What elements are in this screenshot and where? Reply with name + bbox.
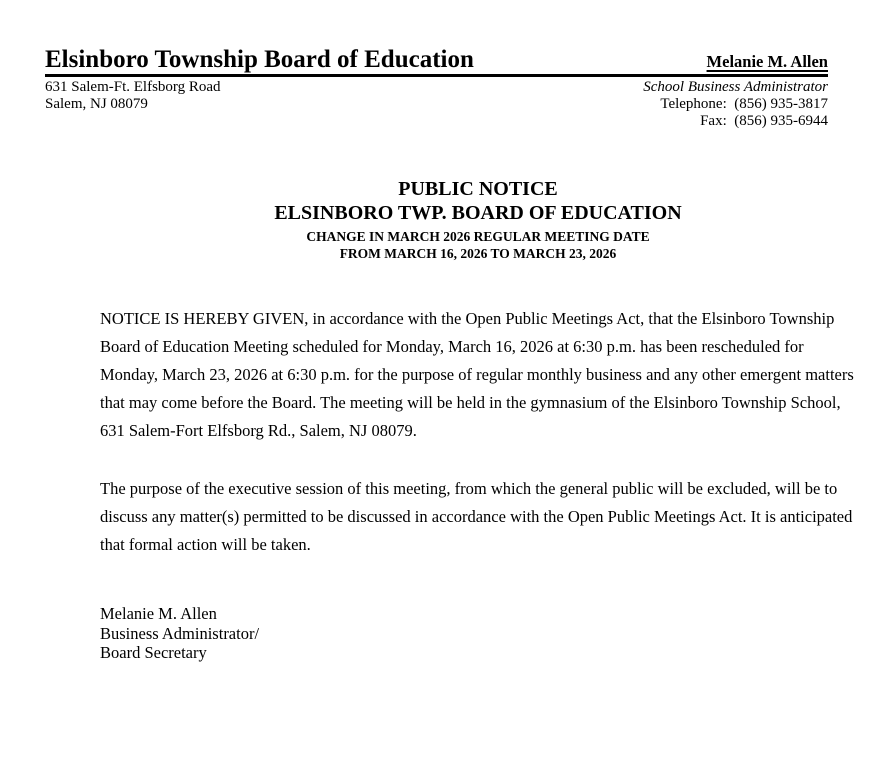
org-address — [45, 79, 221, 130]
notice-heading — [100, 177, 856, 262]
signature-title-line-2: Board Secretary — [100, 643, 207, 662]
paragraph-1-line: that may come before the Board. The meeting will be held in the gymnasium of the Elsinboro Township School, — [100, 393, 841, 412]
notice-body — [100, 305, 896, 559]
paragraph-2-line: that formal action will be taken. — [100, 535, 311, 554]
signature-title-line-1: Business Administrator/ — [100, 623, 260, 643]
address-line-2: Salem, NJ 08079 — [45, 96, 148, 112]
paragraph-2-line: discuss any matter(s) permitted to be discussed in accordance with the Open Public Meetings Act. It is anticipated — [100, 507, 853, 526]
document-page — [0, 47, 896, 777]
paragraph-1-line: Board of Education Meeting scheduled for Monday, March 16, 2026 at 6:30 p.m. has been rescheduled for — [100, 337, 804, 356]
contact-phone: Telephone: (856) 935-3817 — [660, 96, 828, 112]
letterhead-details — [45, 79, 828, 130]
letterhead-rule-row — [45, 47, 828, 77]
signature-block — [100, 604, 896, 663]
contact-info — [643, 79, 828, 130]
address-line-1: 631 Salem-Ft. Elfsborg Road — [45, 79, 221, 95]
contact-name: Melanie M. Allen — [706, 52, 828, 71]
notice-title-line-1: PUBLIC NOTICE — [398, 178, 558, 200]
org-name: Elsinboro Township Board of Education — [45, 46, 474, 73]
signature-name: Melanie M. Allen — [100, 604, 217, 623]
paragraph-1-line: NOTICE IS HEREBY GIVEN, in accordance with the Open Public Meetings Act, that the Elsinboro Township — [100, 309, 835, 328]
notice-title-line-2: ELSINBORO TWP. BOARD OF EDUCATION — [274, 202, 682, 224]
paragraph-2-line: The purpose of the executive session of this meeting, from which the general public will be excluded, will be to — [100, 479, 838, 498]
paragraph-1 — [100, 305, 896, 445]
letterhead — [45, 47, 828, 130]
contact-title: School Business Administrator — [643, 79, 828, 95]
paragraph-2 — [100, 475, 896, 559]
notice-subtitle-line-1: CHANGE IN MARCH 2026 REGULAR MEETING DATE — [306, 229, 650, 244]
paragraph-1-line: Monday, March 23, 2026 at 6:30 p.m. for the purpose of regular monthly business and any other emergent matters — [100, 365, 854, 384]
contact-fax: Fax: (856) 935-6944 — [700, 113, 828, 129]
paragraph-1-line: 631 Salem-Fort Elfsborg Rd., Salem, NJ 08079. — [100, 421, 417, 440]
notice-subtitle-line-2: FROM MARCH 16, 2026 TO MARCH 23, 2026 — [339, 246, 617, 261]
